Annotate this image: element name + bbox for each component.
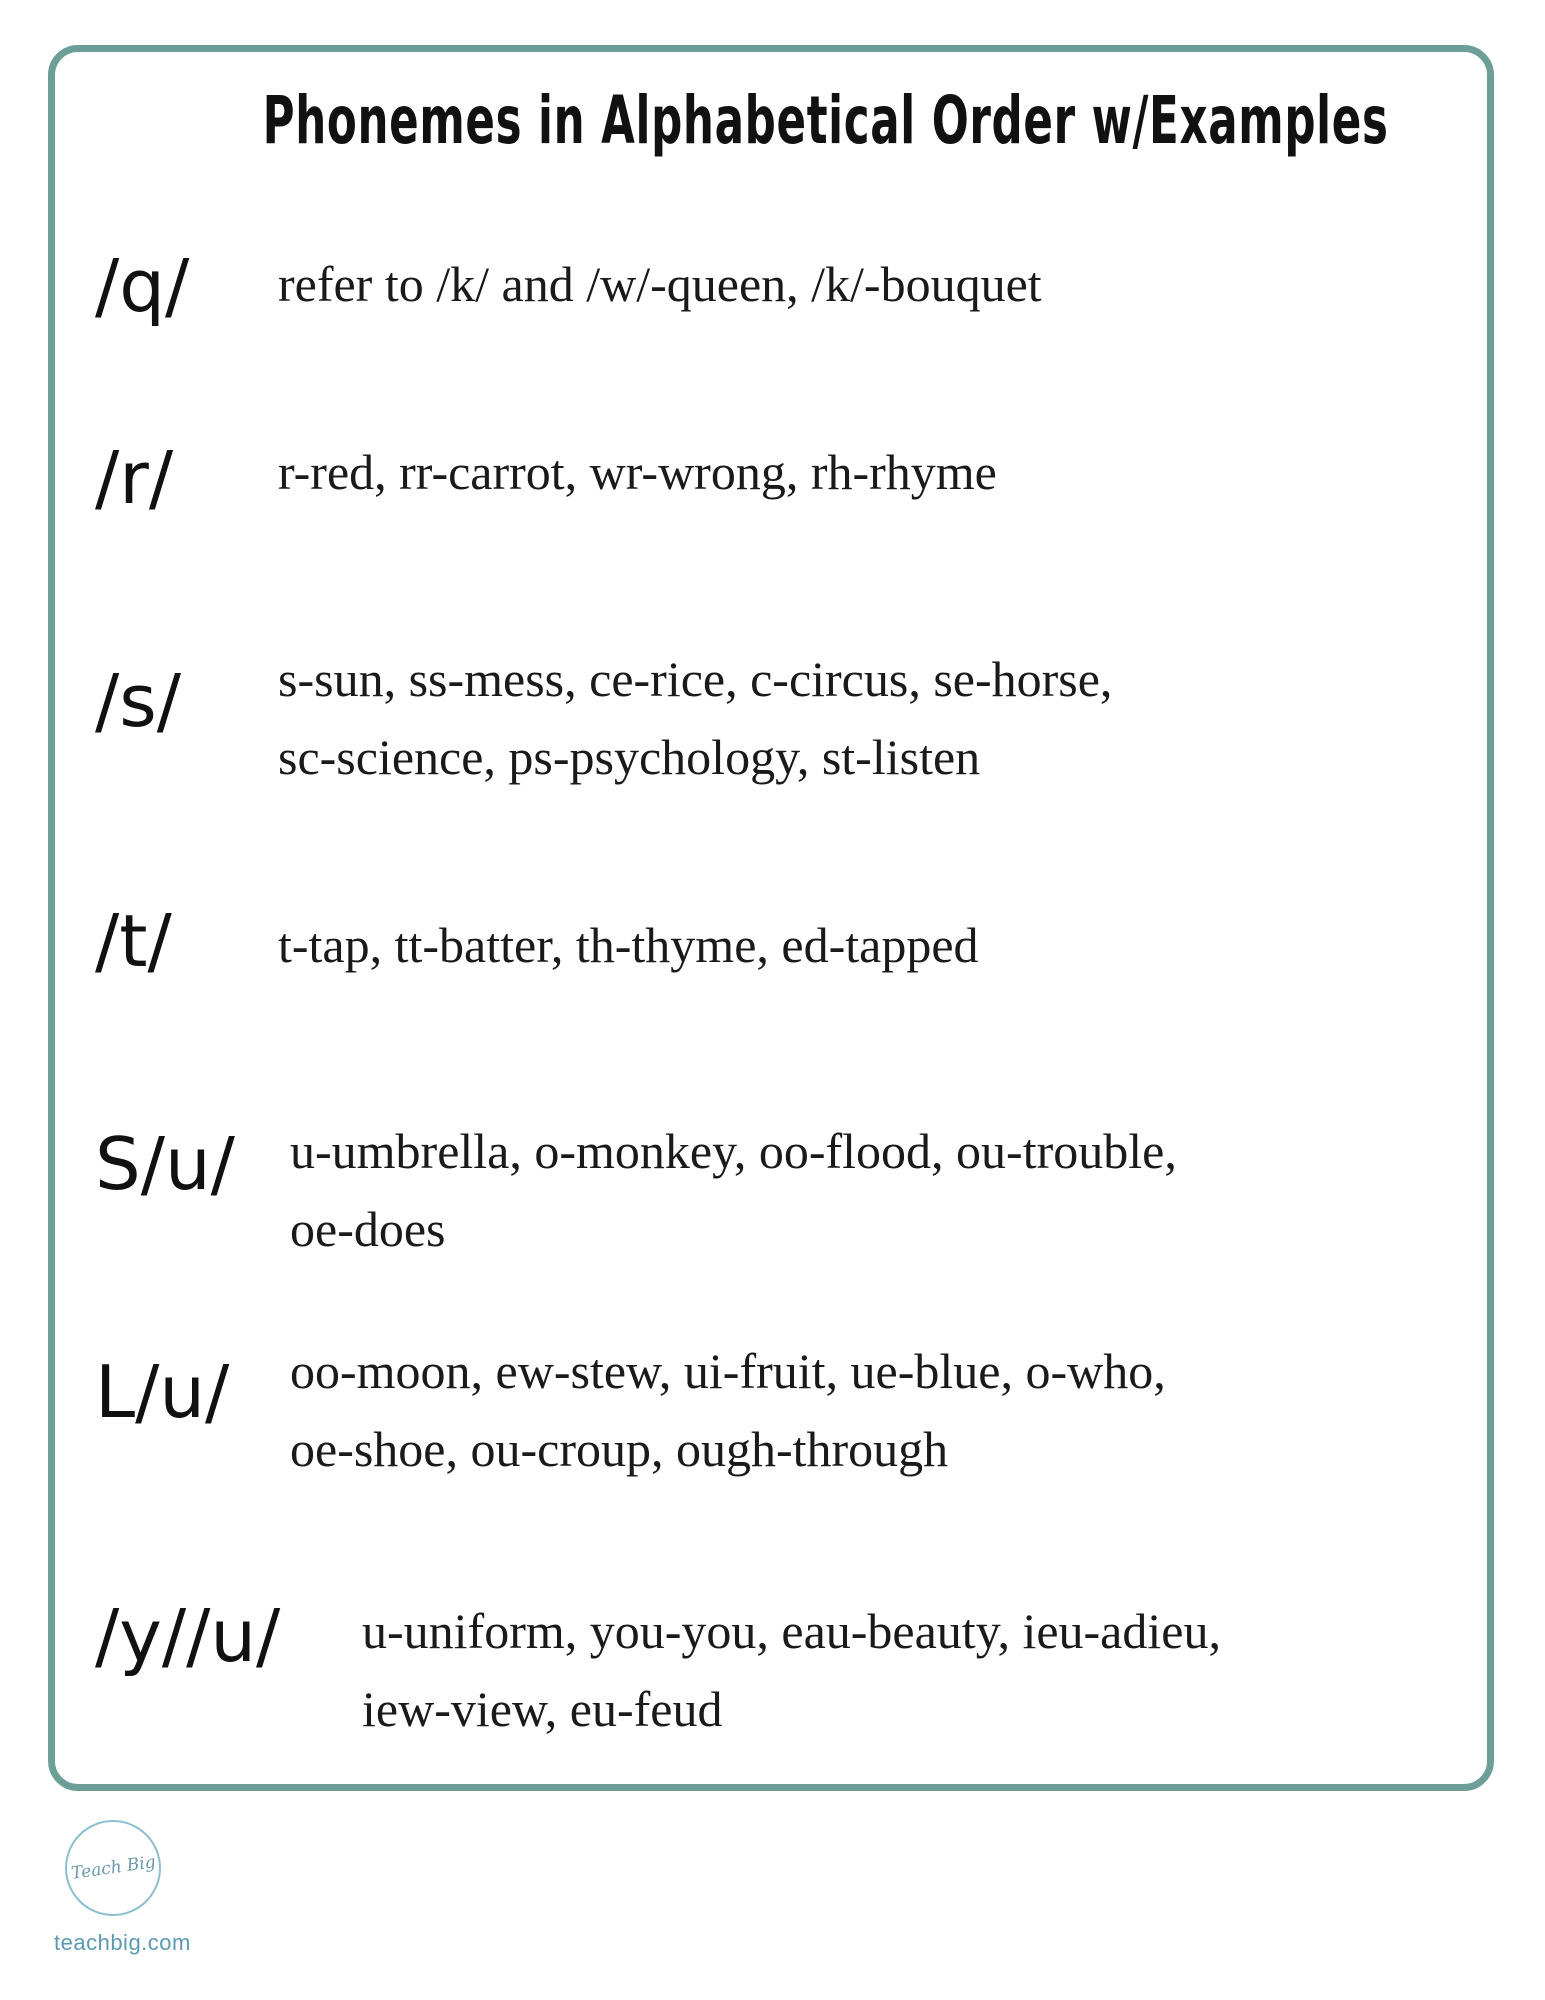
- phoneme-examples: [362, 1592, 1221, 1748]
- logo-text: Teach Big: [69, 1852, 157, 1884]
- examples-line: u-umbrella, o-monkey, oo-flood, ou-trouble,: [290, 1123, 1177, 1179]
- phoneme-symbol: S/u/: [95, 1122, 235, 1206]
- phoneme-symbol: /s/: [95, 659, 182, 743]
- phoneme-examples: [290, 1112, 1177, 1268]
- phoneme-symbol: L/u/: [95, 1350, 230, 1434]
- teach-big-logo: [65, 1820, 161, 1916]
- site-url: teachbig.com: [54, 1930, 191, 1955]
- phoneme-symbol: /y//u/: [95, 1594, 281, 1678]
- examples-line: oe-shoe, ou-croup, ough-through: [290, 1421, 949, 1477]
- examples-line: iew-view, eu-feud: [362, 1681, 723, 1737]
- examples-line: refer to /k/ and /w/-queen, /k/-bouquet: [278, 256, 1042, 312]
- phoneme-examples: [278, 640, 1112, 796]
- phoneme-examples: [278, 245, 1042, 323]
- examples-line: t-tap, tt-batter, th-thyme, ed-tapped: [278, 917, 979, 973]
- examples-line: r-red, rr-carrot, wr-wrong, rh-rhyme: [278, 444, 997, 500]
- examples-line: oo-moon, ew-stew, ui-fruit, ue-blue, o-who,: [290, 1343, 1166, 1399]
- examples-line: u-uniform, you-you, eau-beauty, ieu-adieu,: [362, 1603, 1221, 1659]
- examples-line: sc-science, ps-psychology, st-listen: [278, 729, 981, 785]
- examples-line: oe-does: [290, 1201, 446, 1257]
- phoneme-examples: [278, 433, 997, 511]
- phoneme-symbol: /r/: [95, 436, 174, 520]
- page-title: Phonemes in Alphabetical Order w/Examples: [262, 82, 1389, 159]
- phoneme-examples: [290, 1332, 1166, 1488]
- examples-line: s-sun, ss-mess, ce-rice, c-circus, se-horse,: [278, 651, 1113, 707]
- phoneme-symbol: /q/: [95, 244, 190, 328]
- phoneme-examples: [278, 906, 979, 984]
- phoneme-symbol: /t/: [95, 899, 172, 983]
